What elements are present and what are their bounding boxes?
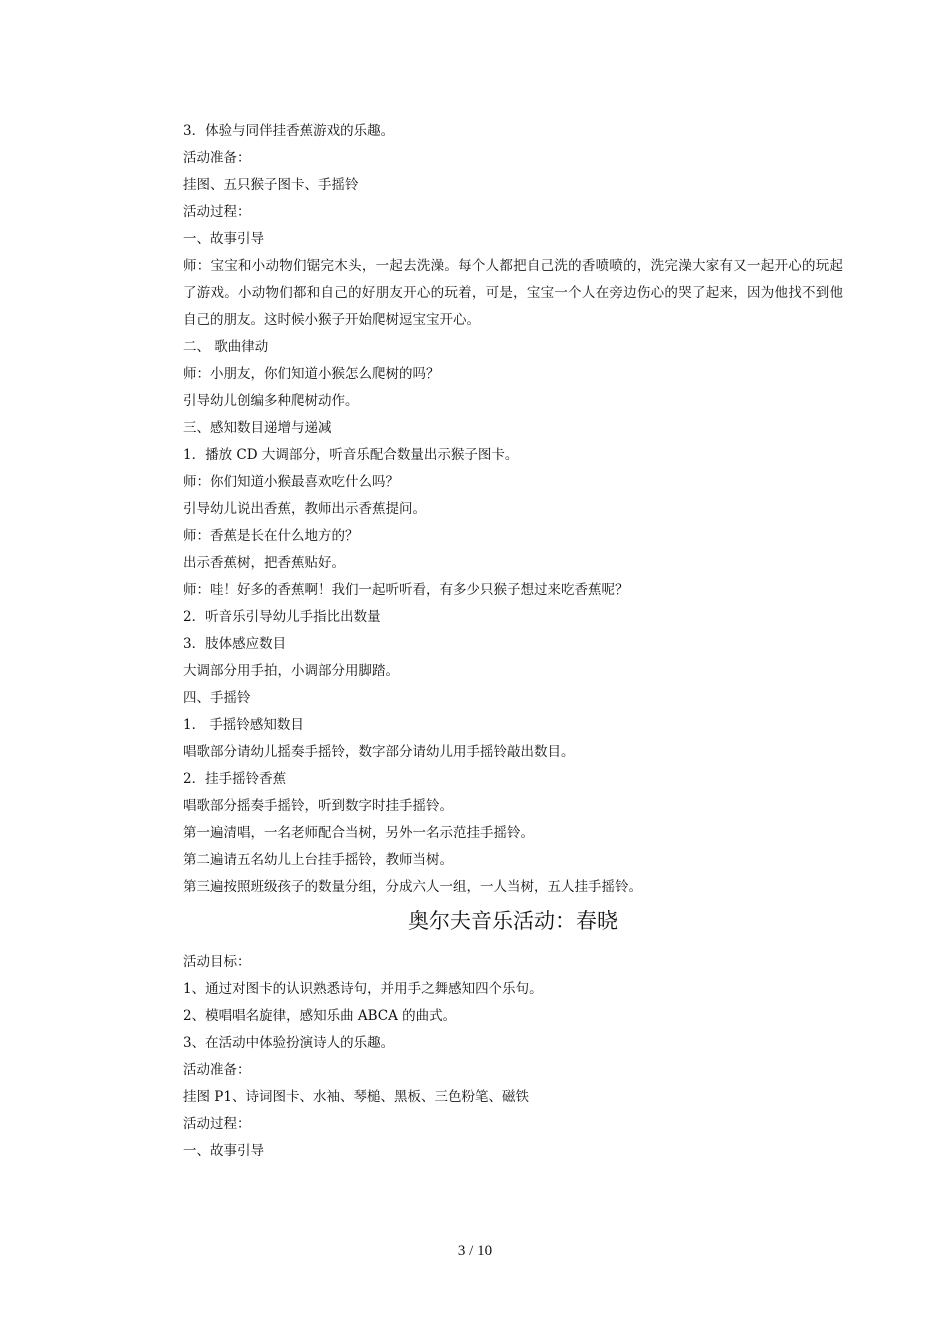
text-line: 三、感知数目递增与递减 bbox=[183, 420, 332, 436]
document-body bbox=[183, 118, 843, 1165]
text-line: 挂图、五只猴子图卡、手摇铃 bbox=[183, 177, 359, 193]
text-line: 四、手摇铃 bbox=[183, 690, 251, 706]
text-line: 活动过程： bbox=[183, 1116, 251, 1132]
text-line: 师：小朋友，你们知道小猴怎么爬树的吗？ bbox=[183, 366, 440, 382]
text-line: 大调部分用手拍，小调部分用脚踏。 bbox=[183, 663, 399, 679]
text-line: 唱歌部分摇奏手摇铃，听到数字时挂手摇铃。 bbox=[183, 798, 453, 814]
text-line: 活动准备： bbox=[183, 150, 251, 166]
text-line: 3．体验与同伴挂香蕉游戏的乐趣。 bbox=[183, 123, 395, 139]
text-line: 活动目标： bbox=[183, 954, 251, 970]
text-line: 1、通过对图卡的认识熟悉诗句，并用手之舞感知四个乐句。 bbox=[183, 981, 543, 997]
text-line: 师：你们知道小猴最喜欢吃什么吗？ bbox=[183, 474, 399, 490]
text-line: 第二遍请五名幼儿上台挂手摇铃，教师当树。 bbox=[183, 852, 453, 868]
text-line: 唱歌部分请幼儿摇奏手摇铃，数字部分请幼儿用手摇铃敲出数目。 bbox=[183, 744, 575, 760]
text-line: 2．挂手摇铃香蕉 bbox=[183, 771, 287, 787]
text-line: 二、 歌曲律动 bbox=[183, 339, 269, 355]
text-line: 3、在活动中体验扮演诗人的乐趣。 bbox=[183, 1035, 395, 1051]
text-line: 引导幼儿说出香蕉，教师出示香蕉提问。 bbox=[183, 501, 426, 517]
text-line: 活动准备： bbox=[183, 1062, 251, 1078]
text-line: 1．播放 CD 大调部分，听音乐配合数量出示猴子图卡。 bbox=[183, 447, 519, 463]
text-line: 活动过程： bbox=[183, 204, 251, 220]
text-line: 一、故事引导 bbox=[183, 1143, 264, 1159]
text-line: 第三遍按照班级孩子的数量分组，分成六人一组，一人当树，五人挂手摇铃。 bbox=[183, 879, 642, 895]
text-line: 一、故事引导 bbox=[183, 231, 264, 247]
text-line: 第一遍清唱，一名老师配合当树，另外一名示范挂手摇铃。 bbox=[183, 825, 534, 841]
page-indicator: 3 / 10 bbox=[457, 1243, 493, 1259]
text-line: 3．肢体感应数目 bbox=[183, 636, 287, 652]
text-line: 2、模唱唱名旋律，感知乐曲 ABCA 的曲式。 bbox=[183, 1008, 457, 1024]
text-line: 师：哇！好多的香蕉啊！我们一起听听看，有多少只猴子想过来吃香蕉呢？ bbox=[183, 582, 629, 598]
text-line: 师：香蕉是长在什么地方的？ bbox=[183, 528, 359, 544]
text-line: 引导幼儿创编多种爬树动作。 bbox=[183, 393, 359, 409]
section-title: 奥尔夫音乐活动：春晓 bbox=[408, 909, 618, 933]
text-line: 挂图 P1、诗词图卡、水袖、琴槌、黑板、三色粉笔、磁铁 bbox=[183, 1089, 529, 1105]
text-line: 2．听音乐引导幼儿手指比出数量 bbox=[183, 609, 381, 625]
text-line: 1． 手摇铃感知数目 bbox=[183, 717, 304, 733]
story-paragraph: 师：宝宝和小动物们锯完木头，一起去洗澡。每个人都把自己洗的香喷喷的，洗完澡大家有又一起开心的玩起了游戏。小动物们都和自己的好朋友开心的玩着，可是，宝宝一个人在旁边伤心的哭了起来，因为他找不到他自己的朋友。这时候小猴子开始爬树逗宝宝开心。 bbox=[183, 258, 843, 328]
text-line: 出示香蕉树，把香蕉贴好。 bbox=[183, 555, 345, 571]
